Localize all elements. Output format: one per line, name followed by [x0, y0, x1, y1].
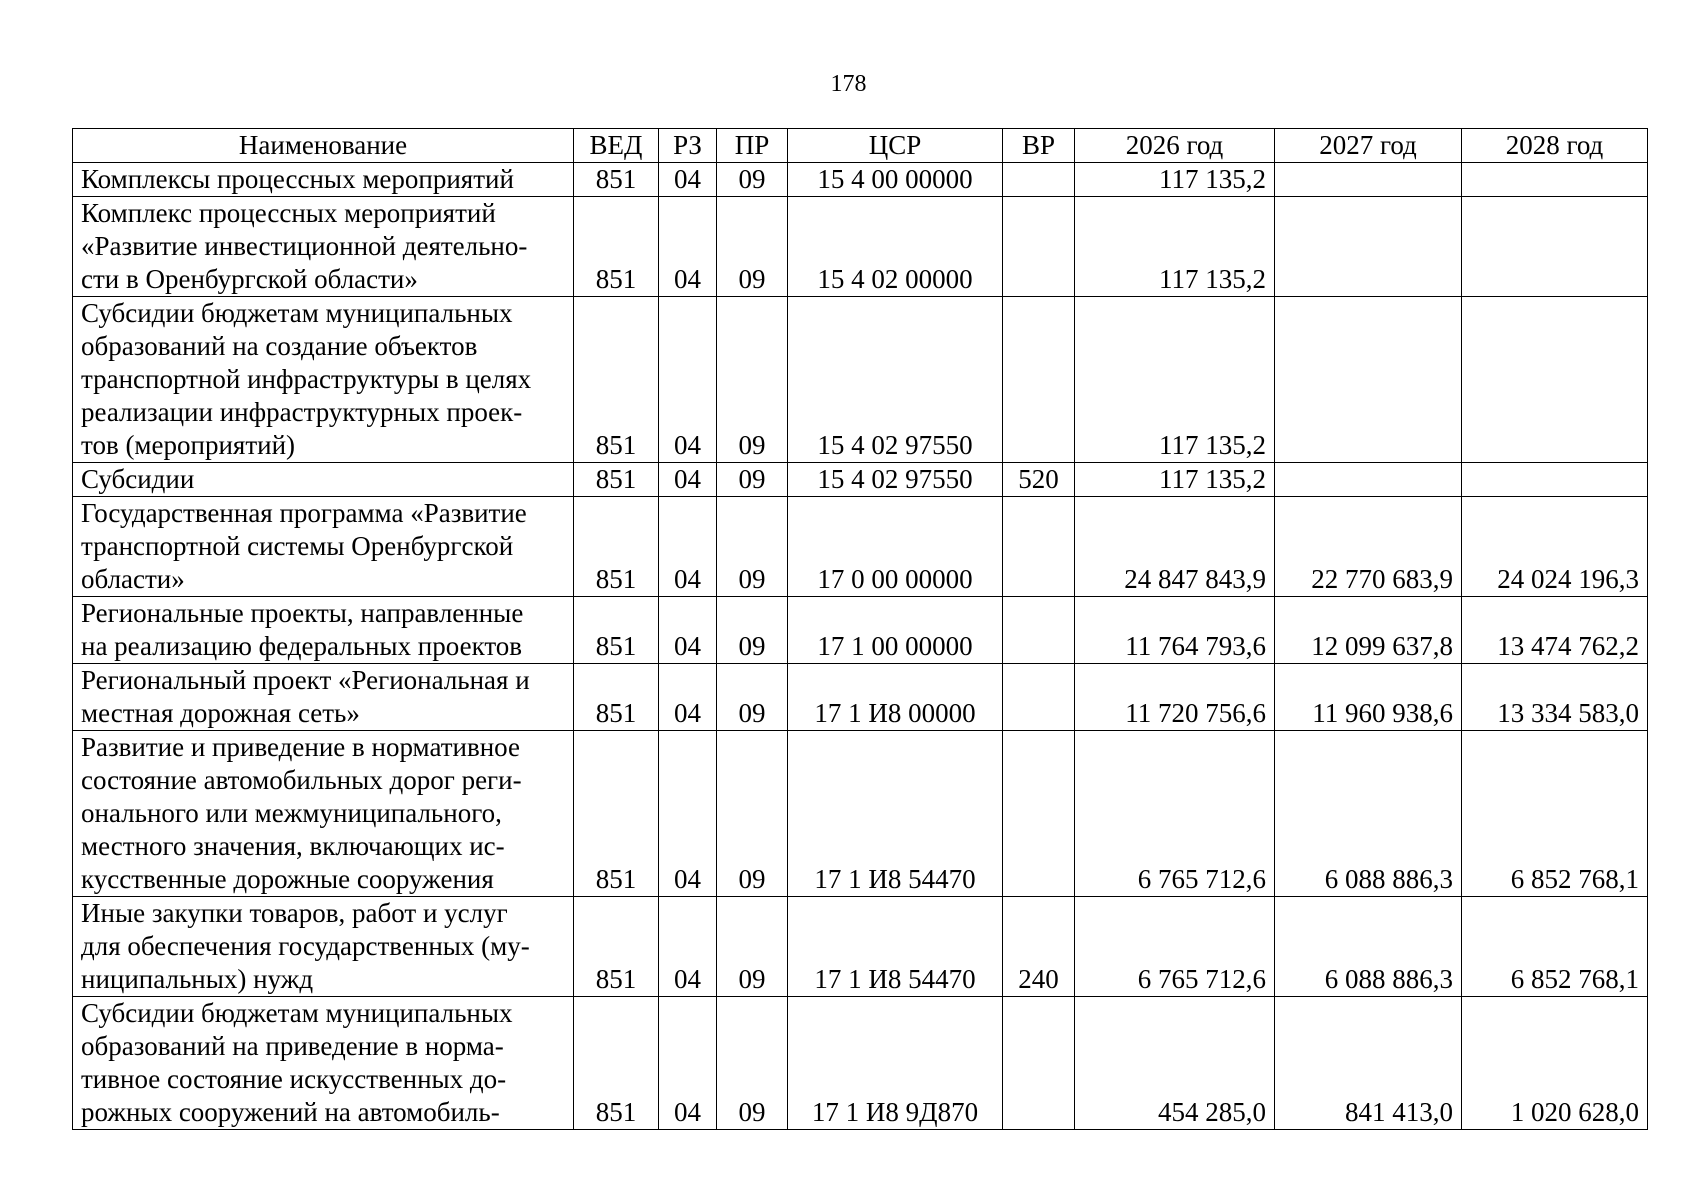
cell-vr	[1003, 163, 1075, 197]
name-line: образований на создание объектов	[81, 331, 478, 361]
cell-pr: 09	[717, 297, 788, 463]
cell-csr: 15 4 02 97550	[788, 297, 1003, 463]
cell-csr: 15 4 02 00000	[788, 197, 1003, 297]
cell-ved: 851	[574, 163, 659, 197]
cell-pr: 09	[717, 163, 788, 197]
cell-vr	[1003, 497, 1075, 597]
cell-2028: 24 024 196,3	[1462, 497, 1648, 597]
cell-2027: 11 960 938,6	[1275, 664, 1462, 731]
cell-pr: 09	[717, 731, 788, 897]
cell-name	[73, 664, 574, 731]
name-line: Субсидии	[81, 464, 195, 494]
cell-ved: 851	[574, 463, 659, 497]
cell-2028	[1462, 197, 1648, 297]
name-line: кусственные дорожные сооружения	[81, 864, 494, 894]
name-line: онального или межмуниципального,	[81, 798, 502, 828]
name-line: Комплекс процессных мероприятий	[81, 198, 496, 228]
cell-2027: 841 413,0	[1275, 997, 1462, 1130]
cell-2028	[1462, 463, 1648, 497]
table-row	[73, 463, 1648, 497]
cell-csr: 17 1 И8 9Д870	[788, 997, 1003, 1130]
cell-pr: 09	[717, 463, 788, 497]
name-line: Субсидии бюджетам муниципальных	[81, 998, 513, 1028]
cell-ved: 851	[574, 897, 659, 997]
cell-2028: 6 852 768,1	[1462, 731, 1648, 897]
cell-pr: 09	[717, 997, 788, 1130]
name-line: тивное состояние искусственных до-	[81, 1064, 507, 1094]
cell-2026: 117 135,2	[1075, 463, 1275, 497]
table-row	[73, 297, 1648, 463]
cell-2027: 6 088 886,3	[1275, 731, 1462, 897]
table-row	[73, 163, 1648, 197]
cell-2027: 12 099 637,8	[1275, 597, 1462, 664]
header-2028: 2028 год	[1462, 129, 1648, 163]
cell-2028: 13 334 583,0	[1462, 664, 1648, 731]
cell-pr: 09	[717, 197, 788, 297]
header-name: Наименование	[73, 129, 574, 163]
cell-rz: 04	[659, 163, 717, 197]
cell-ved: 851	[574, 197, 659, 297]
cell-2028: 13 474 762,2	[1462, 597, 1648, 664]
header-2027: 2027 год	[1275, 129, 1462, 163]
budget-table	[72, 128, 1648, 1130]
header-vr: ВР	[1003, 129, 1075, 163]
cell-name	[73, 197, 574, 297]
name-line: сти в Оренбургской области»	[81, 264, 418, 294]
cell-2026: 117 135,2	[1075, 297, 1275, 463]
cell-rz: 04	[659, 497, 717, 597]
cell-rz: 04	[659, 664, 717, 731]
cell-csr: 17 1 И8 54470	[788, 731, 1003, 897]
cell-2026: 11 764 793,6	[1075, 597, 1275, 664]
name-line: на реализацию федеральных проектов	[81, 631, 523, 661]
header-ved: ВЕД	[574, 129, 659, 163]
cell-2027	[1275, 163, 1462, 197]
name-line: Комплексы процессных мероприятий	[81, 164, 514, 194]
name-line: тов (мероприятий)	[81, 430, 296, 460]
cell-ved: 851	[574, 497, 659, 597]
cell-2028	[1462, 297, 1648, 463]
cell-2026: 6 765 712,6	[1075, 731, 1275, 897]
cell-name	[73, 463, 574, 497]
cell-vr: 240	[1003, 897, 1075, 997]
name-line: «Развитие инвестиционной деятельно-	[81, 231, 528, 261]
cell-csr: 15 4 02 97550	[788, 463, 1003, 497]
cell-2026: 454 285,0	[1075, 997, 1275, 1130]
name-line: Развитие и приведение в нормативное	[81, 732, 521, 762]
name-line: области»	[81, 564, 185, 594]
table-row	[73, 197, 1648, 297]
table-row	[73, 731, 1648, 897]
header-2026: 2026 год	[1075, 129, 1275, 163]
cell-vr	[1003, 997, 1075, 1130]
table-row	[73, 597, 1648, 664]
cell-2026: 24 847 843,9	[1075, 497, 1275, 597]
cell-2028: 6 852 768,1	[1462, 897, 1648, 997]
cell-name	[73, 497, 574, 597]
cell-vr	[1003, 197, 1075, 297]
name-line: для обеспечения государственных (му-	[81, 931, 530, 961]
name-line: состояние автомобильных дорог реги-	[81, 765, 522, 795]
cell-name	[73, 163, 574, 197]
cell-2026: 117 135,2	[1075, 163, 1275, 197]
cell-2028: 1 020 628,0	[1462, 997, 1648, 1130]
cell-rz: 04	[659, 197, 717, 297]
header-rz: РЗ	[659, 129, 717, 163]
table-row	[73, 997, 1648, 1130]
name-line: местного значения, включающих ис-	[81, 831, 505, 861]
cell-csr: 15 4 00 00000	[788, 163, 1003, 197]
cell-vr	[1003, 664, 1075, 731]
header-csr: ЦСР	[788, 129, 1003, 163]
cell-rz: 04	[659, 297, 717, 463]
cell-vr	[1003, 597, 1075, 664]
cell-2027	[1275, 463, 1462, 497]
cell-2026: 117 135,2	[1075, 197, 1275, 297]
cell-2027	[1275, 197, 1462, 297]
table-row	[73, 497, 1648, 597]
cell-pr: 09	[717, 664, 788, 731]
cell-rz: 04	[659, 997, 717, 1130]
cell-csr: 17 1 00 00000	[788, 597, 1003, 664]
cell-name	[73, 897, 574, 997]
name-line: Региональные проекты, направленные	[81, 598, 524, 628]
cell-csr: 17 1 И8 00000	[788, 664, 1003, 731]
name-line: Региональный проект «Региональная и	[81, 665, 530, 695]
cell-pr: 09	[717, 597, 788, 664]
cell-2028	[1462, 163, 1648, 197]
cell-rz: 04	[659, 731, 717, 897]
name-line: образований на приведение в норма-	[81, 1031, 504, 1061]
name-line: рожных сооружений на автомобиль-	[81, 1097, 500, 1127]
cell-2027: 22 770 683,9	[1275, 497, 1462, 597]
cell-name	[73, 597, 574, 664]
name-line: местная дорожная сеть»	[81, 698, 360, 728]
cell-rz: 04	[659, 463, 717, 497]
cell-rz: 04	[659, 897, 717, 997]
cell-csr: 17 0 00 00000	[788, 497, 1003, 597]
cell-ved: 851	[574, 731, 659, 897]
name-line: реализации инфраструктурных проек-	[81, 397, 523, 427]
name-line: транспортной инфраструктуры в целях	[81, 364, 532, 394]
cell-name	[73, 297, 574, 463]
cell-pr: 09	[717, 497, 788, 597]
cell-2026: 6 765 712,6	[1075, 897, 1275, 997]
header-pr: ПР	[717, 129, 788, 163]
name-line: Государственная программа «Развитие	[81, 498, 527, 528]
table-header-row	[73, 129, 1648, 163]
cell-2027	[1275, 297, 1462, 463]
cell-csr: 17 1 И8 54470	[788, 897, 1003, 997]
cell-2027: 6 088 886,3	[1275, 897, 1462, 997]
cell-name	[73, 997, 574, 1130]
cell-rz: 04	[659, 597, 717, 664]
cell-pr: 09	[717, 897, 788, 997]
cell-ved: 851	[574, 997, 659, 1130]
cell-ved: 851	[574, 664, 659, 731]
cell-ved: 851	[574, 297, 659, 463]
page-number: 178	[830, 71, 867, 97]
name-line: Иные закупки товаров, работ и услуг	[81, 898, 508, 928]
name-line: Субсидии бюджетам муниципальных	[81, 298, 513, 328]
cell-vr	[1003, 731, 1075, 897]
table-row	[73, 664, 1648, 731]
cell-2026: 11 720 756,6	[1075, 664, 1275, 731]
cell-name	[73, 731, 574, 897]
table-row	[73, 897, 1648, 997]
name-line: ниципальных) нужд	[81, 964, 314, 994]
cell-vr	[1003, 297, 1075, 463]
name-line: транспортной системы Оренбургской	[81, 531, 514, 561]
cell-ved: 851	[574, 597, 659, 664]
table-body	[73, 163, 1648, 1130]
cell-vr: 520	[1003, 463, 1075, 497]
